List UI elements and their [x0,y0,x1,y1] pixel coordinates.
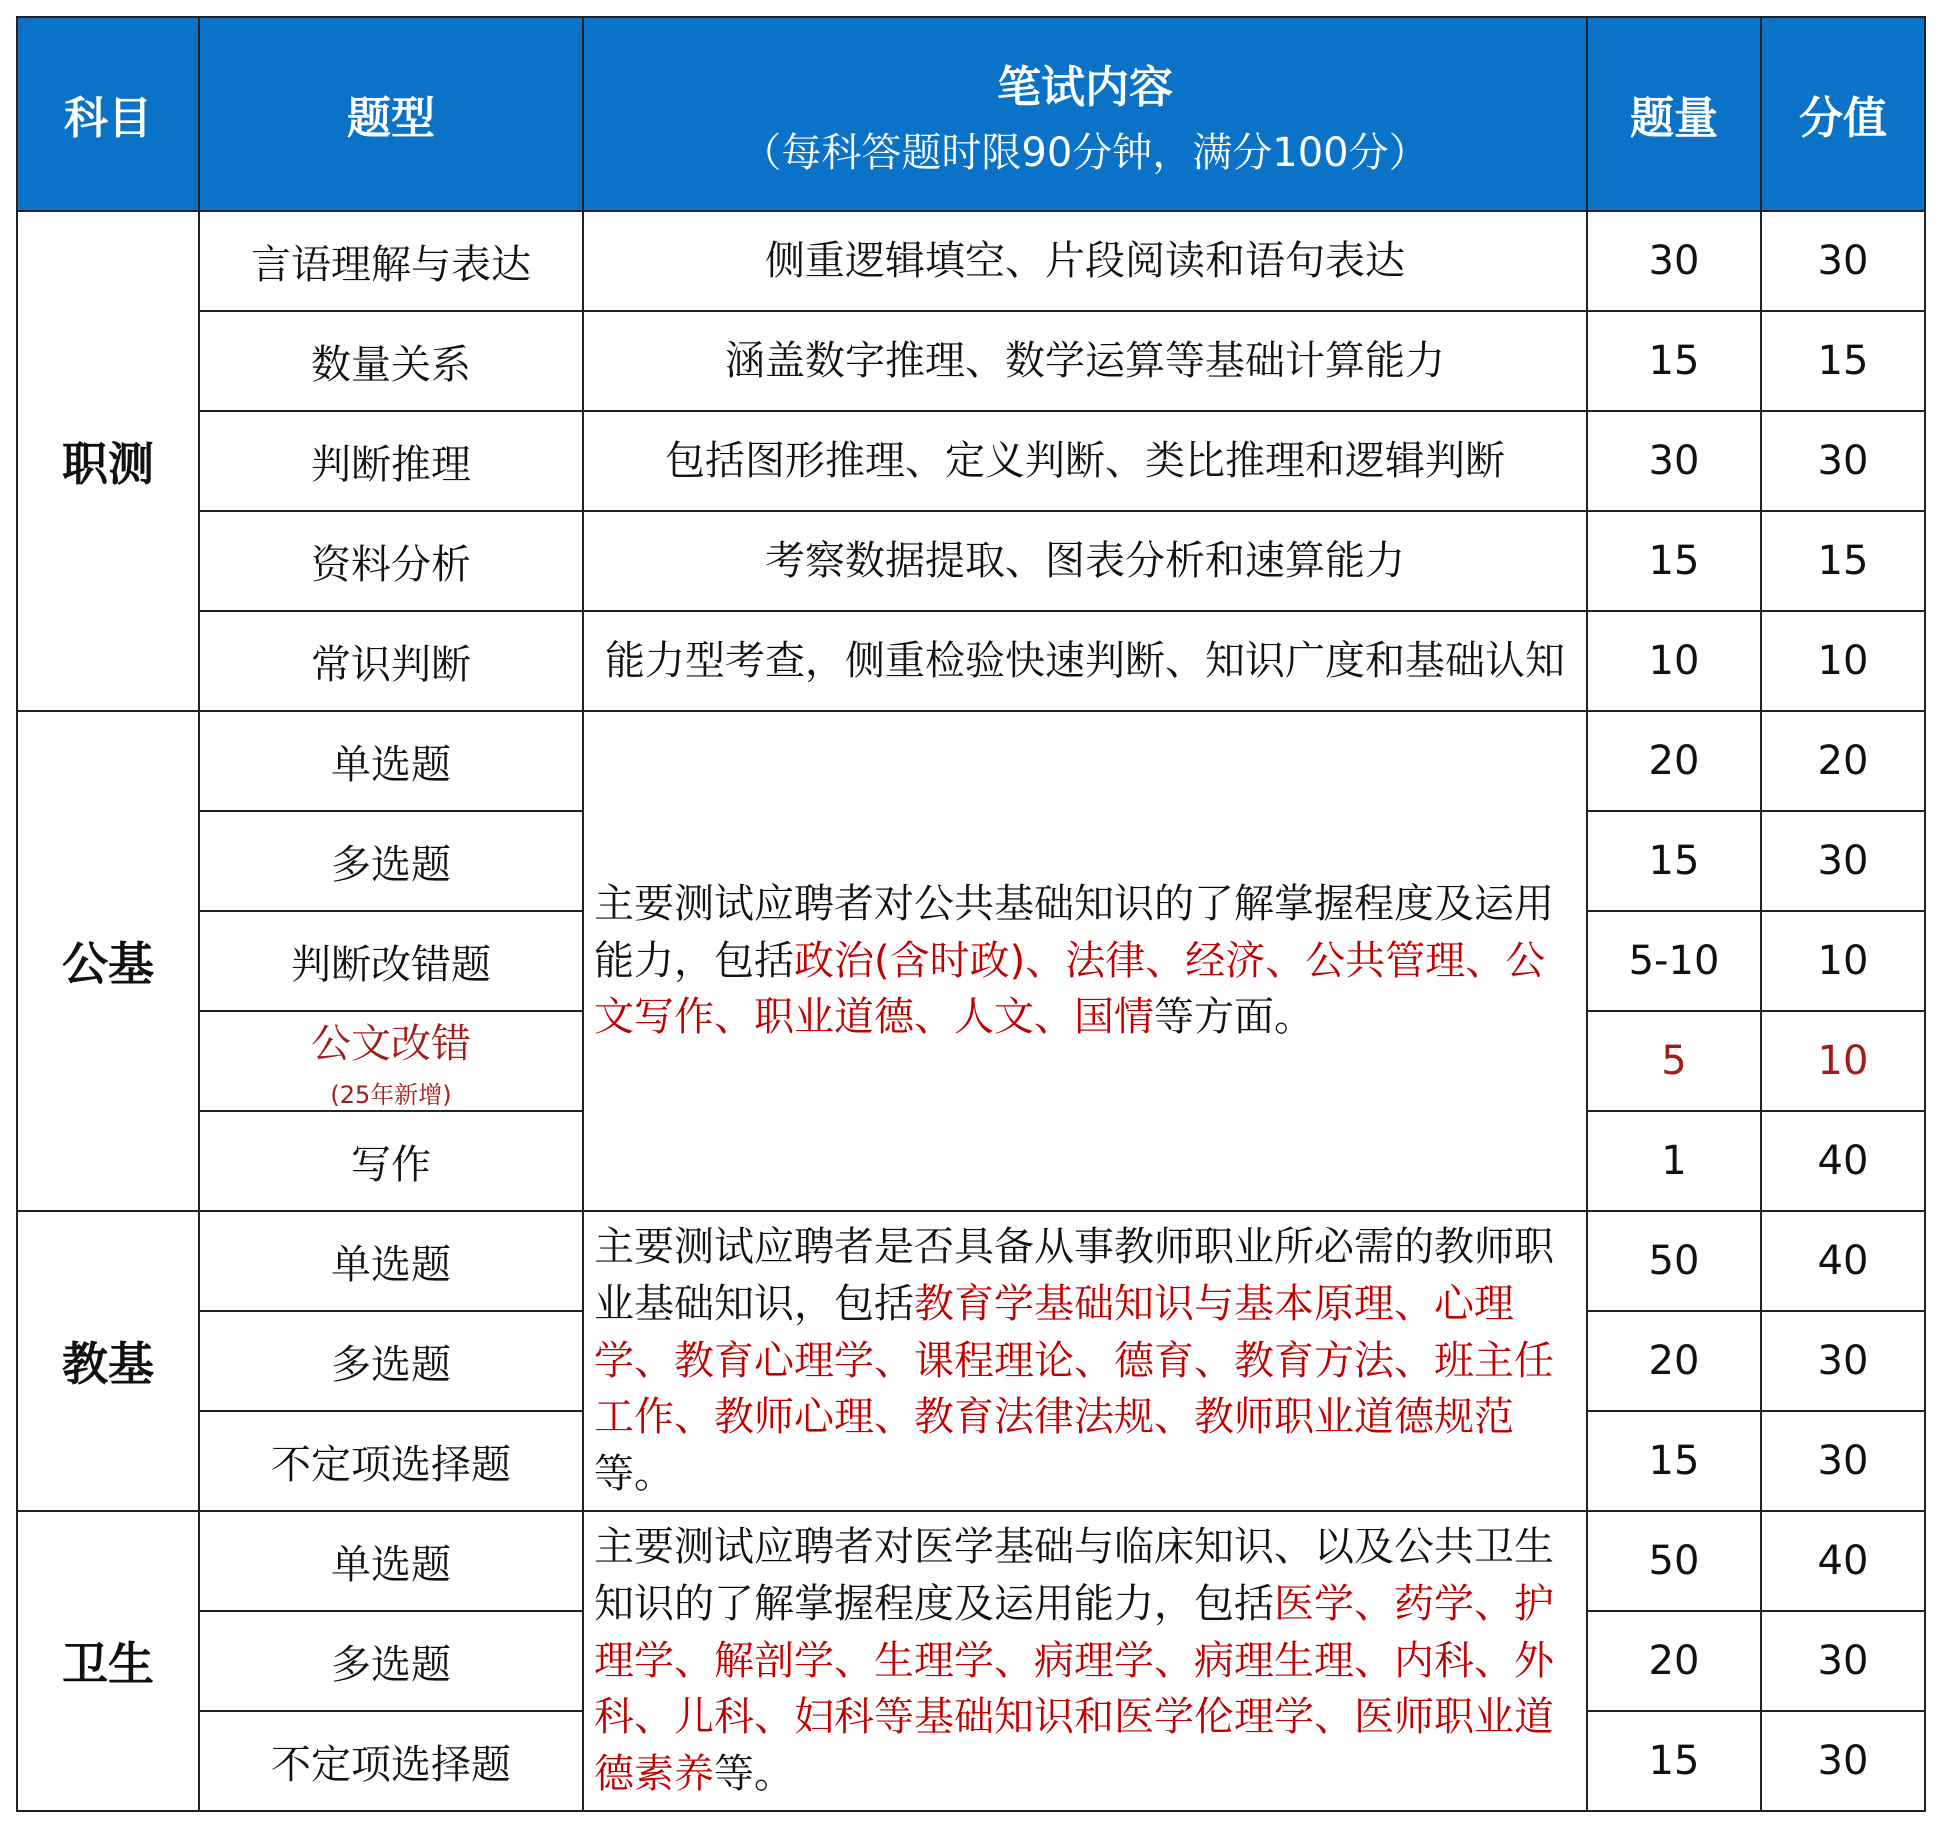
count-cell: 20 [1587,1611,1761,1711]
header-type: 题型 [199,17,583,211]
subject-cell: 职测 [17,211,199,711]
header-count: 题量 [1587,17,1761,211]
description-suffix: 等。 [714,1751,794,1798]
content-cell: 能力型考查，侧重检验快速判断、知识广度和基础认知 [583,611,1587,711]
description-cell [583,1211,1587,1511]
score-cell: 40 [1761,1511,1925,1611]
header-content-subtitle: （每科答题时限90分钟，满分100分） [741,129,1429,176]
count-cell: 1 [1587,1111,1761,1211]
question-type: 多选题 [199,811,583,911]
question-type: 多选题 [199,1611,583,1711]
question-type: 言语理解与表达 [199,211,583,311]
question-type: 写作 [199,1111,583,1211]
question-type: 多选题 [199,1311,583,1411]
score-cell: 30 [1761,1711,1925,1811]
question-type: 资料分析 [199,511,583,611]
question-type [199,1011,583,1111]
header-content-title: 笔试内容 [997,61,1173,113]
count-cell: 5 [1587,1011,1761,1111]
header-subject: 科目 [17,17,199,211]
question-type-label: 公文改错 [311,1021,471,1067]
count-cell: 15 [1587,1711,1761,1811]
subject-cell: 公基 [17,711,199,1211]
content-cell: 涵盖数字推理、数学运算等基础计算能力 [583,311,1587,411]
description-cell [583,711,1587,1211]
table-row [17,411,1925,511]
score-cell: 30 [1761,1311,1925,1411]
description-highlight: 政治(含时政)、法律、经济、公共管理、公文写作、职业道德、人文、国情 [594,937,1546,1041]
score-cell: 30 [1761,1611,1925,1711]
table-row [17,611,1925,711]
score-cell: 40 [1761,1211,1925,1311]
table-row [17,211,1925,311]
count-cell: 15 [1587,811,1761,911]
count-cell: 30 [1587,411,1761,511]
header-score: 分值 [1761,17,1925,211]
score-cell: 10 [1761,611,1925,711]
subject-cell: 教基 [17,1211,199,1511]
count-cell: 10 [1587,611,1761,711]
table-row [17,711,1925,811]
score-cell: 15 [1761,511,1925,611]
question-type: 不定项选择题 [199,1711,583,1811]
content-cell: 包括图形推理、定义判断、类比推理和逻辑判断 [583,411,1587,511]
header-row [17,17,1925,211]
description-highlight: 教育学基础知识与基本原理、心理学、教育心理学、课程理论、德育、教育方法、班主任工作、教师心理、教育法律法规、教师职业道德规范 [594,1280,1554,1441]
score-cell: 40 [1761,1111,1925,1211]
count-cell: 50 [1587,1511,1761,1611]
question-type: 数量关系 [199,311,583,411]
new-badge: (25年新增) [330,1081,452,1109]
description-cell [583,1511,1587,1811]
description-text: 主要测试应聘者是否具备从事教师职业所必需的教师职业基础知识，包括 [594,1224,1554,1327]
table-row [17,511,1925,611]
content-cell: 侧重逻辑填空、片段阅读和语句表达 [583,211,1587,311]
question-type: 判断改错题 [199,911,583,1011]
score-cell: 30 [1761,211,1925,311]
question-type: 单选题 [199,1511,583,1611]
table-row [17,311,1925,411]
score-cell: 30 [1761,811,1925,911]
score-cell: 30 [1761,1411,1925,1511]
score-cell: 20 [1761,711,1925,811]
count-cell: 30 [1587,211,1761,311]
question-type: 单选题 [199,711,583,811]
subject-cell: 卫生 [17,1511,199,1811]
count-cell: 15 [1587,511,1761,611]
score-cell: 10 [1761,911,1925,1011]
content-cell: 考察数据提取、图表分析和速算能力 [583,511,1587,611]
count-cell: 20 [1587,1311,1761,1411]
count-cell: 15 [1587,1411,1761,1511]
count-cell: 50 [1587,1211,1761,1311]
count-cell: 20 [1587,711,1761,811]
exam-content-table [16,16,1926,1812]
question-type: 判断推理 [199,411,583,511]
table-row [17,1211,1925,1311]
question-type: 常识判断 [199,611,583,711]
count-cell: 5-10 [1587,911,1761,1011]
description-suffix: 等。 [594,1451,674,1498]
header-content [583,17,1587,211]
score-cell: 15 [1761,311,1925,411]
score-cell: 30 [1761,411,1925,511]
count-cell: 15 [1587,311,1761,411]
table-row [17,1511,1925,1611]
description-text: 主要测试应聘者对公共基础知识的了解掌握程度及运用能力，包括 [594,880,1554,984]
question-type: 不定项选择题 [199,1411,583,1511]
description-highlight: 医学、药学、护理学、解剖学、生理学、病理学、病理生理、内科、外科、儿科、妇科等基础知识和医学伦理学、医师职业道德素养 [594,1580,1554,1798]
score-cell: 10 [1761,1011,1925,1111]
question-type: 单选题 [199,1211,583,1311]
description-text: 主要测试应聘者对医学基础与临床知识、以及公共卫生知识的了解掌握程度及运用能力，包括 [594,1524,1554,1627]
description-suffix: 等方面。 [1154,994,1314,1041]
